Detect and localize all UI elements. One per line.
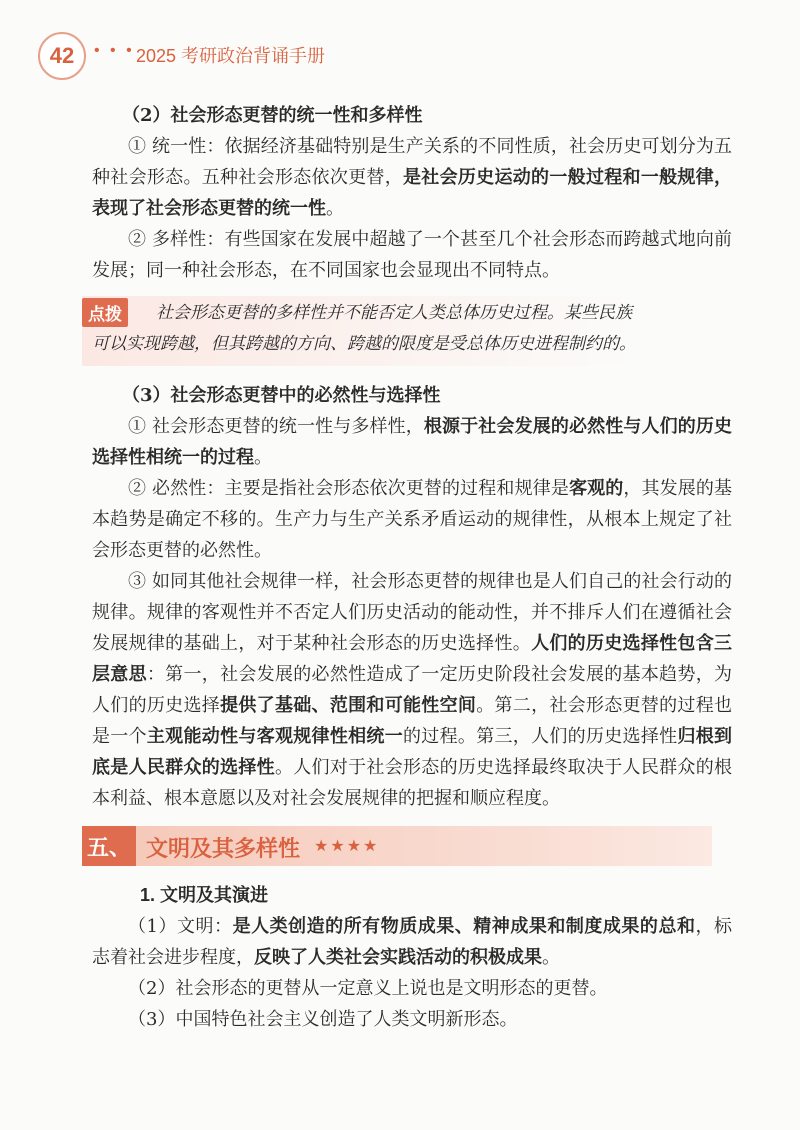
page-number: 42 (38, 32, 86, 80)
header-dots: • • • (94, 42, 135, 59)
section-heading (82, 826, 712, 866)
page-header (30, 28, 770, 78)
book-title: 2025 考研政治背诵手册 (136, 46, 326, 66)
section-number: 五、 (82, 826, 136, 866)
star-rating-icon: ★★★★ (314, 836, 380, 855)
paragraph-diversity: ② 多样性：有些国家在发展中超越了一个甚至几个社会形态而跨越式地向前发展；同一种社会形态，在不同国家也会显现出不同特点。 (92, 229, 732, 281)
tip-box (82, 296, 732, 366)
tip-badge: 点拨 (82, 298, 128, 327)
paragraph-new-form: （3）中国特色社会主义创造了人类文明新形态。 (128, 1009, 518, 1030)
paragraph-civilization-definition: （1）文明：是人类创造的所有物质成果、精神成果和制度成果的总和，标志着社会进步程度，反映了人类社会实践活动的积极成果。 (92, 916, 733, 968)
paragraph-unity: ① 统一性：依据经济基础特别是生产关系的不同性质，社会历史可划分为五种社会形态。五种社会形态依次更替，是社会历史运动的一般过程和一般规律，表现了社会形态更替的统一性。 (92, 136, 732, 219)
paragraph-selectivity: ③ 如同其他社会规律一样，社会形态更替的规律也是人们自己的社会行动的规律。规律的客观性并不否定人们历史活动的能动性，并不排斥人们在遵循社会发展规律的基础上，对于某种社会形态的历史选择性。人们的历史选择性包含三层意思：第一，社会发展的必然性造成了一定历史阶段社会发展的基本趋势，为人们的历史选择提供了基础、范围和可能性空间。第二，社会形态更替的过程也是一个主观能动性与客观规律性相统一的过程。第三，人们的历史选择性归根到底是人民群众的选择性。人们对于社会形态的历史选择最终取决于人民群众的根本利益、根本意愿以及对社会发展规律的把握和顺应程度。 (92, 571, 733, 809)
paragraph-form-change: （2）社会形态的更替从一定意义上说也是文明形态的更替。 (128, 978, 608, 999)
heading-civilization-evolution: 1. 文明及其演进 (140, 885, 269, 905)
paragraph-root: ① 社会形态更替的统一性与多样性，根源于社会发展的必然性与人们的历史选择性相统一的过程。 (92, 416, 732, 468)
heading-necessity-selectivity: （3）社会形态更替中的必然性与选择性 (122, 385, 441, 406)
section-title: 文明及其多样性 (146, 836, 301, 861)
tip-line-2: 可以实现跨越，但其跨越的方向、跨越的限度是受总体历史进程制约的。 (92, 334, 636, 354)
heading-unity-diversity: （2）社会形态更替的统一性和多样性 (122, 105, 423, 126)
page-content (86, 100, 733, 1035)
paragraph-necessity: ② 必然性：主要是指社会形态依次更替的过程和规律是客观的，其发展的基本趋势是确定不移的。生产力与生产关系矛盾运动的规律性，从根本上规定了社会形态更替的必然性。 (92, 478, 732, 561)
tip-line-1: 社会形态更替的多样性并不能否定人类总体历史过程。某些民族 (156, 303, 632, 323)
